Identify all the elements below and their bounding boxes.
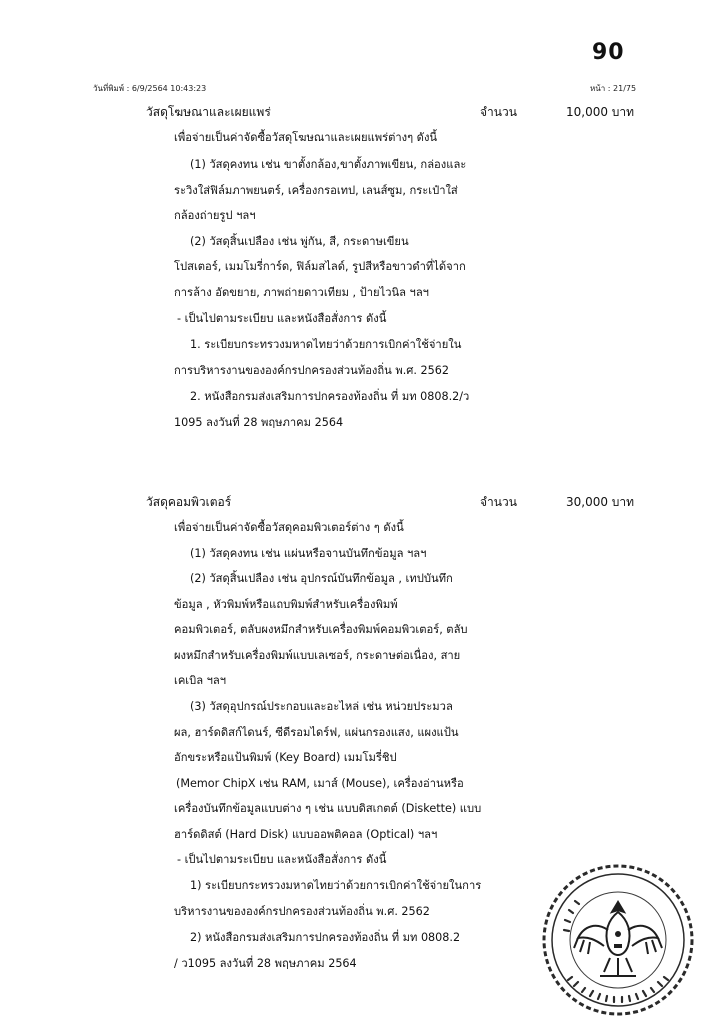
text-line: (2) วัสดุสิ้นเปลือง เช่น พู่กัน, สี, กระดาษเขียน bbox=[190, 235, 409, 248]
text-line: 1. ระเบียบกระทรวงมหาดไทยว่าด้วยการเบิกค่าใช้จ่ายใน bbox=[190, 338, 462, 351]
text-line: (1) วัสดุคงทน เช่น แผ่นหรือจานบันทึกข้อมูล ฯลฯ bbox=[190, 547, 427, 560]
amount-label: จำนวน bbox=[480, 105, 517, 119]
text-line: บริหารงานขององค์กรปกครองส่วนท้องถิ่น พ.ศ. 2562 bbox=[174, 905, 430, 918]
text-line: 2) หนังสือกรมส่งเสริมการปกครองท้องถิ่น ที่ มท 0808.2 bbox=[190, 931, 461, 944]
text-line: 1095 ลงวันที่ 28 พฤษภาคม 2564 bbox=[174, 416, 344, 429]
text-line: เคเบิล ฯลฯ bbox=[174, 674, 227, 687]
text-line: 2. หนังสือกรมส่งเสริมการปกครองท้องถิ่น ที่ มท 0808.2/ว bbox=[190, 390, 470, 403]
print-date: วันที่พิมพ์ : 6/9/2564 10:43:23 bbox=[93, 84, 207, 93]
text-line: ข้อมูล , หัวพิมพ์หรือแถบพิมพ์สำหรับเครื่องพิมพ์ bbox=[174, 598, 398, 611]
page-number: 90 bbox=[592, 40, 625, 65]
text-line: กล้องถ่ายรูป ฯลฯ bbox=[174, 209, 256, 222]
text-line: ผงหมึกสำหรับเครื่องพิมพ์แบบเลเซอร์, กระดาษต่อเนื่อง, สาย bbox=[174, 649, 461, 662]
section-title: วัสดุโฆษณาและเผยแพร่ bbox=[146, 105, 271, 119]
text-line: 1) ระเบียบกระทรวงมหาดไทยว่าด้วยการเบิกค่าใช้จ่ายในการ bbox=[190, 879, 482, 892]
text-line: อักขระหรือแป้นพิมพ์ (Key Board) เมมโมรี่ชิป bbox=[174, 751, 397, 764]
text-line: เพื่อจ่ายเป็นค่าจัดซื้อวัสดุโฆษณาและเผยแพร่ต่างๆ ดังนี้ bbox=[174, 131, 438, 144]
text-line: ฮาร์ดดิสต์ (Hard Disk) แบบออพติคอล (Optical) ฯลฯ bbox=[174, 828, 438, 841]
text-line: ผล, ฮาร์ดดิสก์ไดนร์, ซีดีรอมไดร์ฟ, แผ่นกรองแสง, แผงแป้น bbox=[174, 726, 459, 739]
official-seal-icon bbox=[538, 860, 698, 1020]
text-line: (Memor ChipX เช่น RAM, เมาส์ (Mouse), เครื่องอ่านหรือ bbox=[176, 777, 464, 790]
text-line: (1) วัสดุคงทน เช่น ขาตั้งกล้อง,ขาตั้งภาพเขียน, กล่องและ bbox=[190, 158, 467, 171]
text-line: เพื่อจ่ายเป็นค่าจัดซื้อวัสดุคอมพิวเตอร์ต่าง ๆ ดังนี้ bbox=[174, 521, 404, 534]
text-line: - เป็นไปตามระเบียบ และหนังสือสั่งการ ดังนี้ bbox=[177, 853, 387, 866]
section-title: วัสดุคอมพิวเตอร์ bbox=[146, 495, 232, 509]
text-line: การบริหารงานขององค์กรปกครองส่วนท้องถิ่น พ.ศ. 2562 bbox=[174, 364, 449, 377]
text-line: - เป็นไปตามระเบียบ และหนังสือสั่งการ ดังนี้ bbox=[177, 312, 387, 325]
text-line: โปสเตอร์, เมมโมรี่การ์ด, ฟิล์มสไลด์, รูปสีหรือขาวดำที่ได้จาก bbox=[174, 260, 466, 273]
text-line: เครื่องบันทึกข้อมูลแบบต่าง ๆ เช่น แบบดิสเกตต์ (Diskette) แบบ bbox=[174, 802, 482, 815]
text-line: / ว1095 ลงวันที่ 28 พฤษภาคม 2564 bbox=[174, 957, 357, 970]
text-line: ระวิงใส่ฟิล์มภาพยนตร์, เครื่องกรอเทป, เลนส์ซูม, กระเป๋าใส่ bbox=[174, 184, 458, 197]
text-line: คอมพิวเตอร์, ตลับผงหมึกสำหรับเครื่องพิมพ์คอมพิวเตอร์, ตลับ bbox=[174, 623, 468, 636]
text-line: (2) วัสดุสิ้นเปลือง เช่น อุปกรณ์บันทึกข้อมูล , เทปบันทึก bbox=[190, 572, 453, 585]
amount-value: 10,000 บาท bbox=[566, 105, 635, 119]
amount-value: 30,000 บาท bbox=[566, 495, 635, 509]
text-line: การล้าง อัดขยาย, ภาพถ่ายดาวเทียม , ป้ายไวนิล ฯลฯ bbox=[174, 286, 429, 299]
page-ref: หน้า : 21/75 bbox=[590, 84, 637, 93]
amount-label: จำนวน bbox=[480, 495, 517, 509]
text-line: (3) วัสดุอุปกรณ์ประกอบและอะไหล่ เช่น หน่วยประมวล bbox=[190, 700, 453, 713]
